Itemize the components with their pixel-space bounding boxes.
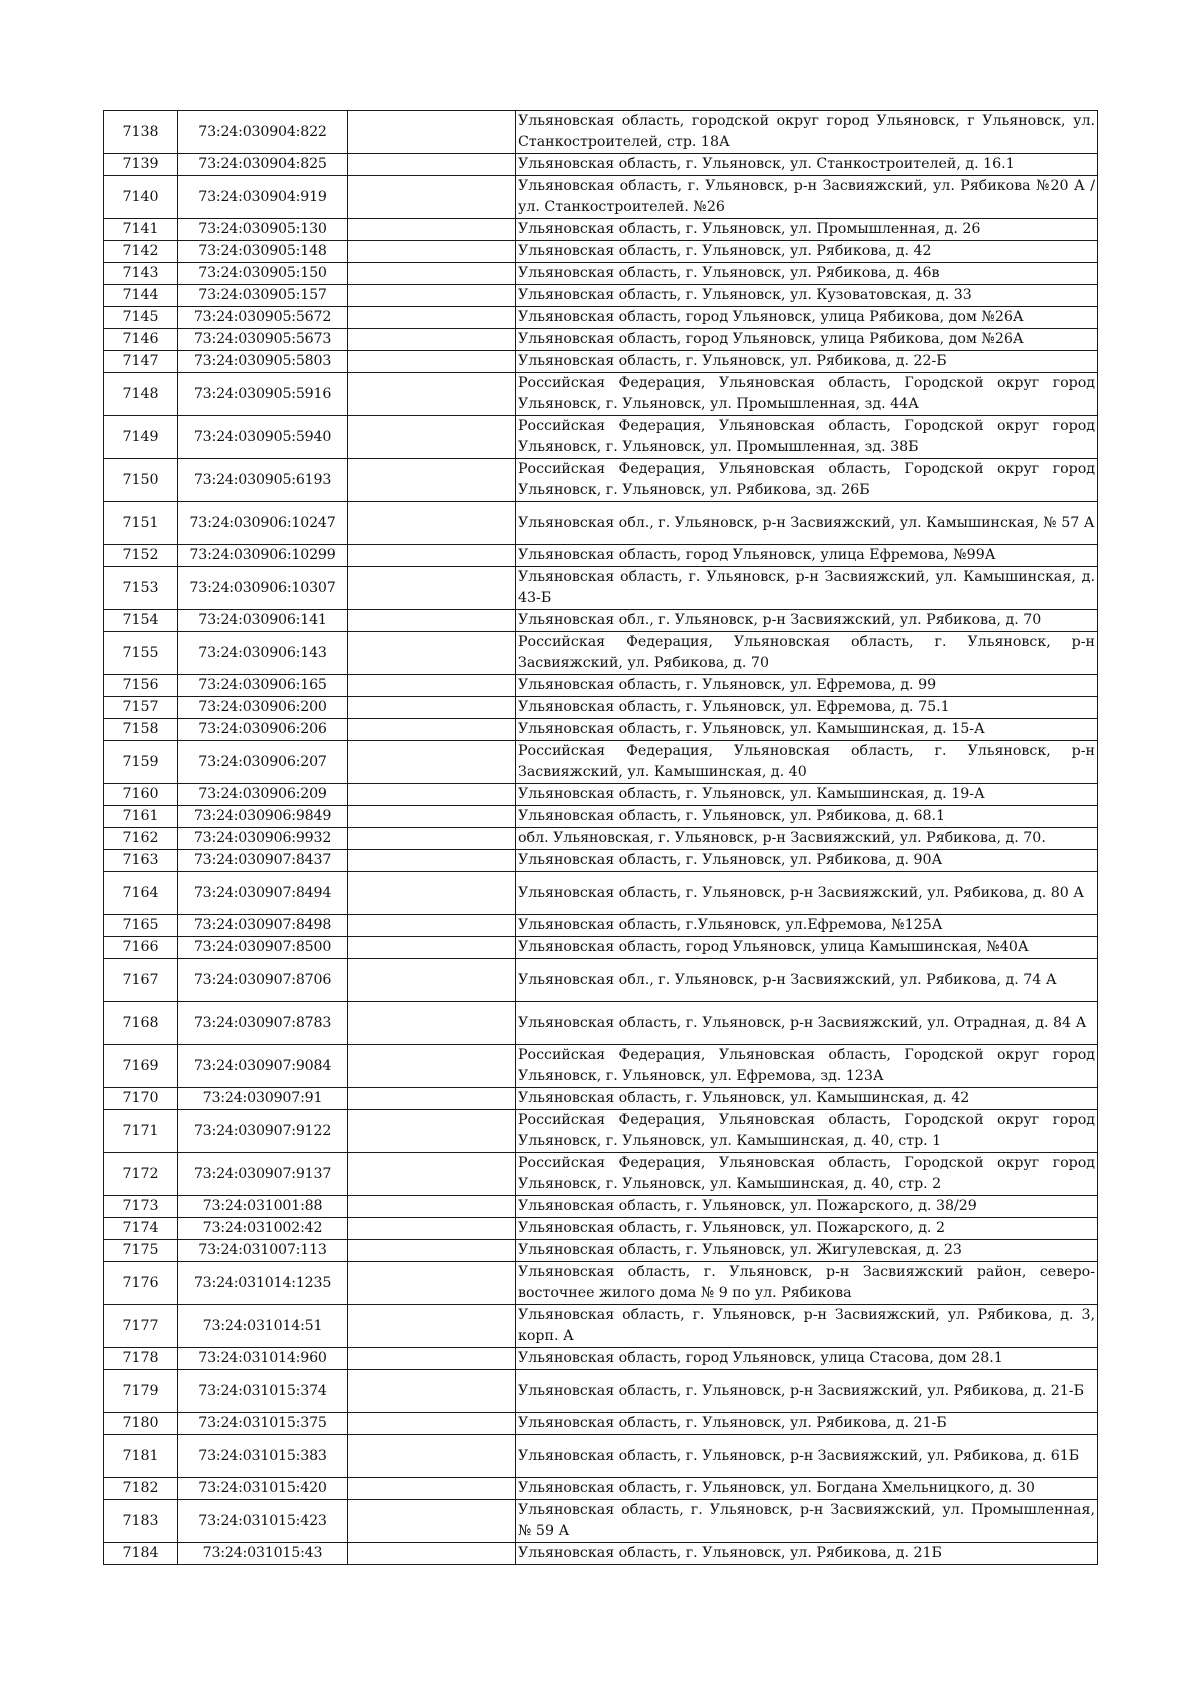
table-row <box>104 915 1098 937</box>
row-number-cell: 7145 <box>104 307 178 329</box>
empty-cell <box>348 329 516 351</box>
empty-cell <box>348 632 516 675</box>
address-cell: Ульяновская область, г. Ульяновск, ул. Камышинская, д. 42 <box>516 1088 1098 1110</box>
row-number-cell: 7168 <box>104 1002 178 1045</box>
cadastral-number-cell: 73:24:030907:91 <box>178 1088 348 1110</box>
address-cell: Ульяновская область, город Ульяновск, улица Ефремова, №99А <box>516 545 1098 567</box>
empty-cell <box>348 567 516 610</box>
cadastral-number-cell: 73:24:031015:423 <box>178 1500 348 1543</box>
row-number-cell: 7178 <box>104 1348 178 1370</box>
cadastral-number-cell: 73:24:030905:130 <box>178 219 348 241</box>
table-row <box>104 1218 1098 1240</box>
empty-cell <box>348 154 516 176</box>
cadastral-number-cell: 73:24:030907:9122 <box>178 1110 348 1153</box>
table-row <box>104 1088 1098 1110</box>
table-row <box>104 1435 1098 1478</box>
table-row <box>104 937 1098 959</box>
empty-cell <box>348 1413 516 1435</box>
row-number-cell: 7182 <box>104 1478 178 1500</box>
address-cell: Ульяновская область, г. Ульяновск, ул. Кузоватовская, д. 33 <box>516 285 1098 307</box>
table-row <box>104 263 1098 285</box>
address-cell: Российская Федерация, Ульяновская область, г. Ульяновск, р-н Засвияжский, ул. Рябикова, д. 70 <box>516 632 1098 675</box>
empty-cell <box>348 784 516 806</box>
row-number-cell: 7166 <box>104 937 178 959</box>
table-row <box>104 154 1098 176</box>
cadastral-number-cell: 73:24:030907:8783 <box>178 1002 348 1045</box>
row-number-cell: 7164 <box>104 872 178 915</box>
row-number-cell: 7174 <box>104 1218 178 1240</box>
address-cell: Российская Федерация, Ульяновская область, Городской округ город Ульяновск, г. Ульяновск, ул. Камышинская, д. 40, стр. 2 <box>516 1153 1098 1196</box>
empty-cell <box>348 697 516 719</box>
table-row <box>104 1305 1098 1348</box>
cadastral-number-cell: 73:24:030906:200 <box>178 697 348 719</box>
empty-cell <box>348 1370 516 1413</box>
cadastral-number-cell: 73:24:030906:10247 <box>178 502 348 545</box>
row-number-cell: 7169 <box>104 1045 178 1088</box>
cadastral-number-cell: 73:24:031015:43 <box>178 1543 348 1565</box>
table-row <box>104 1370 1098 1413</box>
cadastral-number-cell: 73:24:030906:9932 <box>178 828 348 850</box>
address-cell: Ульяновская область, город Ульяновск, улица Рябикова, дом №26А <box>516 307 1098 329</box>
cadastral-number-cell: 73:24:030906:143 <box>178 632 348 675</box>
row-number-cell: 7170 <box>104 1088 178 1110</box>
cadastral-number-cell: 73:24:030905:6193 <box>178 459 348 502</box>
row-number-cell: 7147 <box>104 351 178 373</box>
row-number-cell: 7165 <box>104 915 178 937</box>
empty-cell <box>348 285 516 307</box>
cadastral-number-cell: 73:24:030907:8498 <box>178 915 348 937</box>
table-row <box>104 1543 1098 1565</box>
row-number-cell: 7152 <box>104 545 178 567</box>
table-row <box>104 697 1098 719</box>
table-row <box>104 1348 1098 1370</box>
table-row <box>104 1262 1098 1305</box>
row-number-cell: 7162 <box>104 828 178 850</box>
table-row <box>104 307 1098 329</box>
address-cell: Российская Федерация, Ульяновская область, г. Ульяновск, р-н Засвияжский, ул. Камышинская, д. 40 <box>516 741 1098 784</box>
address-cell: Ульяновская область, г. Ульяновск, р-н Засвияжский, ул. Камышинская, д. 43-Б <box>516 567 1098 610</box>
address-cell: Ульяновская область, г. Ульяновск, р-н Засвияжский, ул. Рябикова, д. 3, корп. А <box>516 1305 1098 1348</box>
cadastral-number-cell: 73:24:031007:113 <box>178 1240 348 1262</box>
table-row <box>104 806 1098 828</box>
address-cell: Российская Федерация, Ульяновская область, Городской округ город Ульяновск, г. Ульяновск, ул. Камышинская, д. 40, стр. 1 <box>516 1110 1098 1153</box>
cadastral-number-cell: 73:24:030905:5803 <box>178 351 348 373</box>
cadastral-number-cell: 73:24:030905:5672 <box>178 307 348 329</box>
address-cell: Ульяновская область, г. Ульяновск, ул. Рябикова, д. 21Б <box>516 1543 1098 1565</box>
row-number-cell: 7153 <box>104 567 178 610</box>
table-row <box>104 741 1098 784</box>
row-number-cell: 7138 <box>104 111 178 154</box>
address-cell: Российская Федерация, Ульяновская область, Городской округ город Ульяновск, г. Ульяновск, ул. Промышленная, зд. 44А <box>516 373 1098 416</box>
address-cell: Ульяновская область, г. Ульяновск, р-н Засвияжский, ул. Рябикова, д. 80 А <box>516 872 1098 915</box>
empty-cell <box>348 176 516 219</box>
address-cell: Ульяновская область, г. Ульяновск, ул. Камышинская, д. 19-А <box>516 784 1098 806</box>
row-number-cell: 7161 <box>104 806 178 828</box>
empty-cell <box>348 1045 516 1088</box>
address-cell: Ульяновская область, г. Ульяновск, ул. Рябикова, д. 21-Б <box>516 1413 1098 1435</box>
empty-cell <box>348 1218 516 1240</box>
row-number-cell: 7148 <box>104 373 178 416</box>
address-cell: Ульяновская область, город Ульяновск, улица Камышинская, №40А <box>516 937 1098 959</box>
address-cell: Ульяновская область, городской округ город Ульяновск, г Ульяновск, ул. Станкостроителей, стр. 18А <box>516 111 1098 154</box>
table-row <box>104 1413 1098 1435</box>
row-number-cell: 7142 <box>104 241 178 263</box>
table-row <box>104 176 1098 219</box>
table-row <box>104 502 1098 545</box>
row-number-cell: 7141 <box>104 219 178 241</box>
row-number-cell: 7183 <box>104 1500 178 1543</box>
empty-cell <box>348 1435 516 1478</box>
empty-cell <box>348 828 516 850</box>
cadastral-number-cell: 73:24:030907:8706 <box>178 959 348 1002</box>
address-cell: Российская Федерация, Ульяновская область, Городской округ город Ульяновск, г. Ульяновск, ул. Промышленная, зд. 38Б <box>516 416 1098 459</box>
cadastral-number-cell: 73:24:030906:10299 <box>178 545 348 567</box>
empty-cell <box>348 1500 516 1543</box>
table-row <box>104 784 1098 806</box>
cadastral-number-cell: 73:24:030904:919 <box>178 176 348 219</box>
row-number-cell: 7171 <box>104 1110 178 1153</box>
cadastral-number-cell: 73:24:030906:165 <box>178 675 348 697</box>
empty-cell <box>348 915 516 937</box>
empty-cell <box>348 241 516 263</box>
row-number-cell: 7175 <box>104 1240 178 1262</box>
empty-cell <box>348 1196 516 1218</box>
address-cell: Ульяновская область, город Ульяновск, улица Рябикова, дом №26А <box>516 329 1098 351</box>
address-cell: Ульяновская область, г. Ульяновск, ул. Жигулевская, д. 23 <box>516 1240 1098 1262</box>
row-number-cell: 7180 <box>104 1413 178 1435</box>
row-number-cell: 7155 <box>104 632 178 675</box>
table-row <box>104 567 1098 610</box>
empty-cell <box>348 1153 516 1196</box>
empty-cell <box>348 1543 516 1565</box>
cadastral-number-cell: 73:24:030904:822 <box>178 111 348 154</box>
address-cell: Ульяновская область, г. Ульяновск, р-н Засвияжский, ул. Рябикова, д. 21-Б <box>516 1370 1098 1413</box>
address-cell: Ульяновская область, г. Ульяновск, р-н Засвияжский, ул. Рябикова №20 А / ул. Станкостроителей. №26 <box>516 176 1098 219</box>
address-cell: Ульяновская область, г. Ульяновск, ул. Пожарского, д. 38/29 <box>516 1196 1098 1218</box>
address-cell: Ульяновская область, г. Ульяновск, р-н Засвияжский, ул. Рябикова, д. 61Б <box>516 1435 1098 1478</box>
table-row <box>104 285 1098 307</box>
address-cell: Ульяновская область, г.Ульяновск, ул.Ефремова, №125А <box>516 915 1098 937</box>
empty-cell <box>348 351 516 373</box>
empty-cell <box>348 111 516 154</box>
empty-cell <box>348 1240 516 1262</box>
row-number-cell: 7176 <box>104 1262 178 1305</box>
row-number-cell: 7173 <box>104 1196 178 1218</box>
address-cell: Ульяновская область, г. Ульяновск, ул. Рябикова, д. 90А <box>516 850 1098 872</box>
row-number-cell: 7184 <box>104 1543 178 1565</box>
row-number-cell: 7149 <box>104 416 178 459</box>
empty-cell <box>348 219 516 241</box>
empty-cell <box>348 610 516 632</box>
row-number-cell: 7163 <box>104 850 178 872</box>
table-row <box>104 545 1098 567</box>
table-row <box>104 111 1098 154</box>
empty-cell <box>348 459 516 502</box>
address-cell: Российская Федерация, Ульяновская область, Городской округ город Ульяновск, г. Ульяновск, ул. Рябикова, зд. 26Б <box>516 459 1098 502</box>
row-number-cell: 7167 <box>104 959 178 1002</box>
address-cell: Российская Федерация, Ульяновская область, Городской округ город Ульяновск, г. Ульяновск, ул. Ефремова, зд. 123А <box>516 1045 1098 1088</box>
cadastral-number-cell: 73:24:030905:150 <box>178 263 348 285</box>
empty-cell <box>348 1002 516 1045</box>
address-cell: Ульяновская область, г. Ульяновск, ул. Рябикова, д. 46в <box>516 263 1098 285</box>
address-cell: Ульяновская область, г. Ульяновск, ул. Камышинская, д. 15-А <box>516 719 1098 741</box>
row-number-cell: 7179 <box>104 1370 178 1413</box>
empty-cell <box>348 1262 516 1305</box>
row-number-cell: 7159 <box>104 741 178 784</box>
row-number-cell: 7150 <box>104 459 178 502</box>
table-row <box>104 1110 1098 1153</box>
row-number-cell: 7154 <box>104 610 178 632</box>
address-cell: Ульяновская область, г. Ульяновск, р-н Засвияжский район, северо-восточнее жилого дома № 9 по ул. Рябикова <box>516 1262 1098 1305</box>
address-cell: Ульяновская область, г. Ульяновск, ул. Ефремова, д. 75.1 <box>516 697 1098 719</box>
empty-cell <box>348 806 516 828</box>
row-number-cell: 7140 <box>104 176 178 219</box>
cadastral-number-cell: 73:24:031015:375 <box>178 1413 348 1435</box>
cadastral-number-cell: 73:24:030907:8437 <box>178 850 348 872</box>
table-row <box>104 675 1098 697</box>
cadastral-number-cell: 73:24:031014:960 <box>178 1348 348 1370</box>
address-cell: Ульяновская область, г. Ульяновск, ул. Пожарского, д. 2 <box>516 1218 1098 1240</box>
table-row <box>104 828 1098 850</box>
address-cell: Ульяновская область, г. Ульяновск, ул. Богдана Хмельницкого, д. 30 <box>516 1478 1098 1500</box>
cadastral-number-cell: 73:24:030907:8494 <box>178 872 348 915</box>
row-number-cell: 7151 <box>104 502 178 545</box>
row-number-cell: 7144 <box>104 285 178 307</box>
address-cell: Ульяновская обл., г. Ульяновск, р-н Засвияжский, ул. Рябикова, д. 70 <box>516 610 1098 632</box>
empty-cell <box>348 263 516 285</box>
table-row <box>104 1240 1098 1262</box>
row-number-cell: 7172 <box>104 1153 178 1196</box>
address-cell: Ульяновская область, г. Ульяновск, ул. Рябикова, д. 22-Б <box>516 351 1098 373</box>
cadastral-number-cell: 73:24:030905:5916 <box>178 373 348 416</box>
empty-cell <box>348 850 516 872</box>
cadastral-number-cell: 73:24:031001:88 <box>178 1196 348 1218</box>
cadastral-number-cell: 73:24:030905:5673 <box>178 329 348 351</box>
empty-cell <box>348 959 516 1002</box>
empty-cell <box>348 1478 516 1500</box>
table-row <box>104 241 1098 263</box>
row-number-cell: 7158 <box>104 719 178 741</box>
cadastral-number-cell: 73:24:030904:825 <box>178 154 348 176</box>
table-row <box>104 1500 1098 1543</box>
empty-cell <box>348 545 516 567</box>
row-number-cell: 7177 <box>104 1305 178 1348</box>
cadastral-number-cell: 73:24:030906:10307 <box>178 567 348 610</box>
address-cell: Ульяновская обл., г. Ульяновск, р-н Засвияжский, ул. Камышинская, № 57 А <box>516 502 1098 545</box>
empty-cell <box>348 373 516 416</box>
empty-cell <box>348 307 516 329</box>
cadastral-number-cell: 73:24:030907:9084 <box>178 1045 348 1088</box>
address-cell: Ульяновская область, г. Ульяновск, ул. Промышленная, д. 26 <box>516 219 1098 241</box>
cadastral-number-cell: 73:24:030905:157 <box>178 285 348 307</box>
row-number-cell: 7157 <box>104 697 178 719</box>
address-cell: Ульяновская область, г. Ульяновск, ул. Рябикова, д. 42 <box>516 241 1098 263</box>
address-cell: Ульяновская область, г. Ульяновск, р-н Засвияжский, ул. Отрадная, д. 84 А <box>516 1002 1098 1045</box>
address-cell: Ульяновская область, г. Ульяновск, р-н Засвияжский, ул. Промышленная, № 59 А <box>516 1500 1098 1543</box>
row-number-cell: 7160 <box>104 784 178 806</box>
cadastral-number-cell: 73:24:030906:206 <box>178 719 348 741</box>
table-row <box>104 1478 1098 1500</box>
cadastral-number-cell: 73:24:030906:141 <box>178 610 348 632</box>
empty-cell <box>348 741 516 784</box>
row-number-cell: 7139 <box>104 154 178 176</box>
cadastral-number-cell: 73:24:031002:42 <box>178 1218 348 1240</box>
table-row <box>104 610 1098 632</box>
table-row <box>104 850 1098 872</box>
address-cell: Ульяновская область, г. Ульяновск, ул. Ефремова, д. 99 <box>516 675 1098 697</box>
table-row <box>104 373 1098 416</box>
table-row <box>104 959 1098 1002</box>
cadastral-number-cell: 73:24:030907:9137 <box>178 1153 348 1196</box>
address-cell: Ульяновская область, город Ульяновск, улица Стасова, дом 28.1 <box>516 1348 1098 1370</box>
table-row <box>104 1045 1098 1088</box>
table-row <box>104 219 1098 241</box>
registry-table-body <box>104 111 1098 1565</box>
row-number-cell: 7146 <box>104 329 178 351</box>
empty-cell <box>348 1305 516 1348</box>
table-row <box>104 872 1098 915</box>
land-plot-registry-table <box>103 110 1098 1565</box>
empty-cell <box>348 1110 516 1153</box>
table-row <box>104 351 1098 373</box>
empty-cell <box>348 502 516 545</box>
empty-cell <box>348 1348 516 1370</box>
cadastral-number-cell: 73:24:030906:9849 <box>178 806 348 828</box>
address-cell: обл. Ульяновская, г. Ульяновск, р-н Засвияжский, ул. Рябикова, д. 70. <box>516 828 1098 850</box>
table-row <box>104 632 1098 675</box>
table-row <box>104 459 1098 502</box>
cadastral-number-cell: 73:24:031014:1235 <box>178 1262 348 1305</box>
row-number-cell: 7156 <box>104 675 178 697</box>
address-cell: Ульяновская область, г. Ульяновск, ул. Рябикова, д. 68.1 <box>516 806 1098 828</box>
empty-cell <box>348 872 516 915</box>
empty-cell <box>348 937 516 959</box>
table-row <box>104 329 1098 351</box>
empty-cell <box>348 675 516 697</box>
cadastral-number-cell: 73:24:031015:374 <box>178 1370 348 1413</box>
cadastral-number-cell: 73:24:030905:5940 <box>178 416 348 459</box>
table-row <box>104 1153 1098 1196</box>
cadastral-number-cell: 73:24:031015:420 <box>178 1478 348 1500</box>
row-number-cell: 7181 <box>104 1435 178 1478</box>
cadastral-number-cell: 73:24:031015:383 <box>178 1435 348 1478</box>
address-cell: Ульяновская область, г. Ульяновск, ул. Станкостроителей, д. 16.1 <box>516 154 1098 176</box>
table-row <box>104 1196 1098 1218</box>
table-row <box>104 719 1098 741</box>
row-number-cell: 7143 <box>104 263 178 285</box>
cadastral-number-cell: 73:24:030906:209 <box>178 784 348 806</box>
cadastral-number-cell: 73:24:030905:148 <box>178 241 348 263</box>
table-row <box>104 1002 1098 1045</box>
empty-cell <box>348 1088 516 1110</box>
address-cell: Ульяновская обл., г. Ульяновск, р-н Засвияжский, ул. Рябикова, д. 74 А <box>516 959 1098 1002</box>
cadastral-number-cell: 73:24:031014:51 <box>178 1305 348 1348</box>
cadastral-number-cell: 73:24:030907:8500 <box>178 937 348 959</box>
empty-cell <box>348 719 516 741</box>
table-row <box>104 416 1098 459</box>
empty-cell <box>348 416 516 459</box>
cadastral-number-cell: 73:24:030906:207 <box>178 741 348 784</box>
